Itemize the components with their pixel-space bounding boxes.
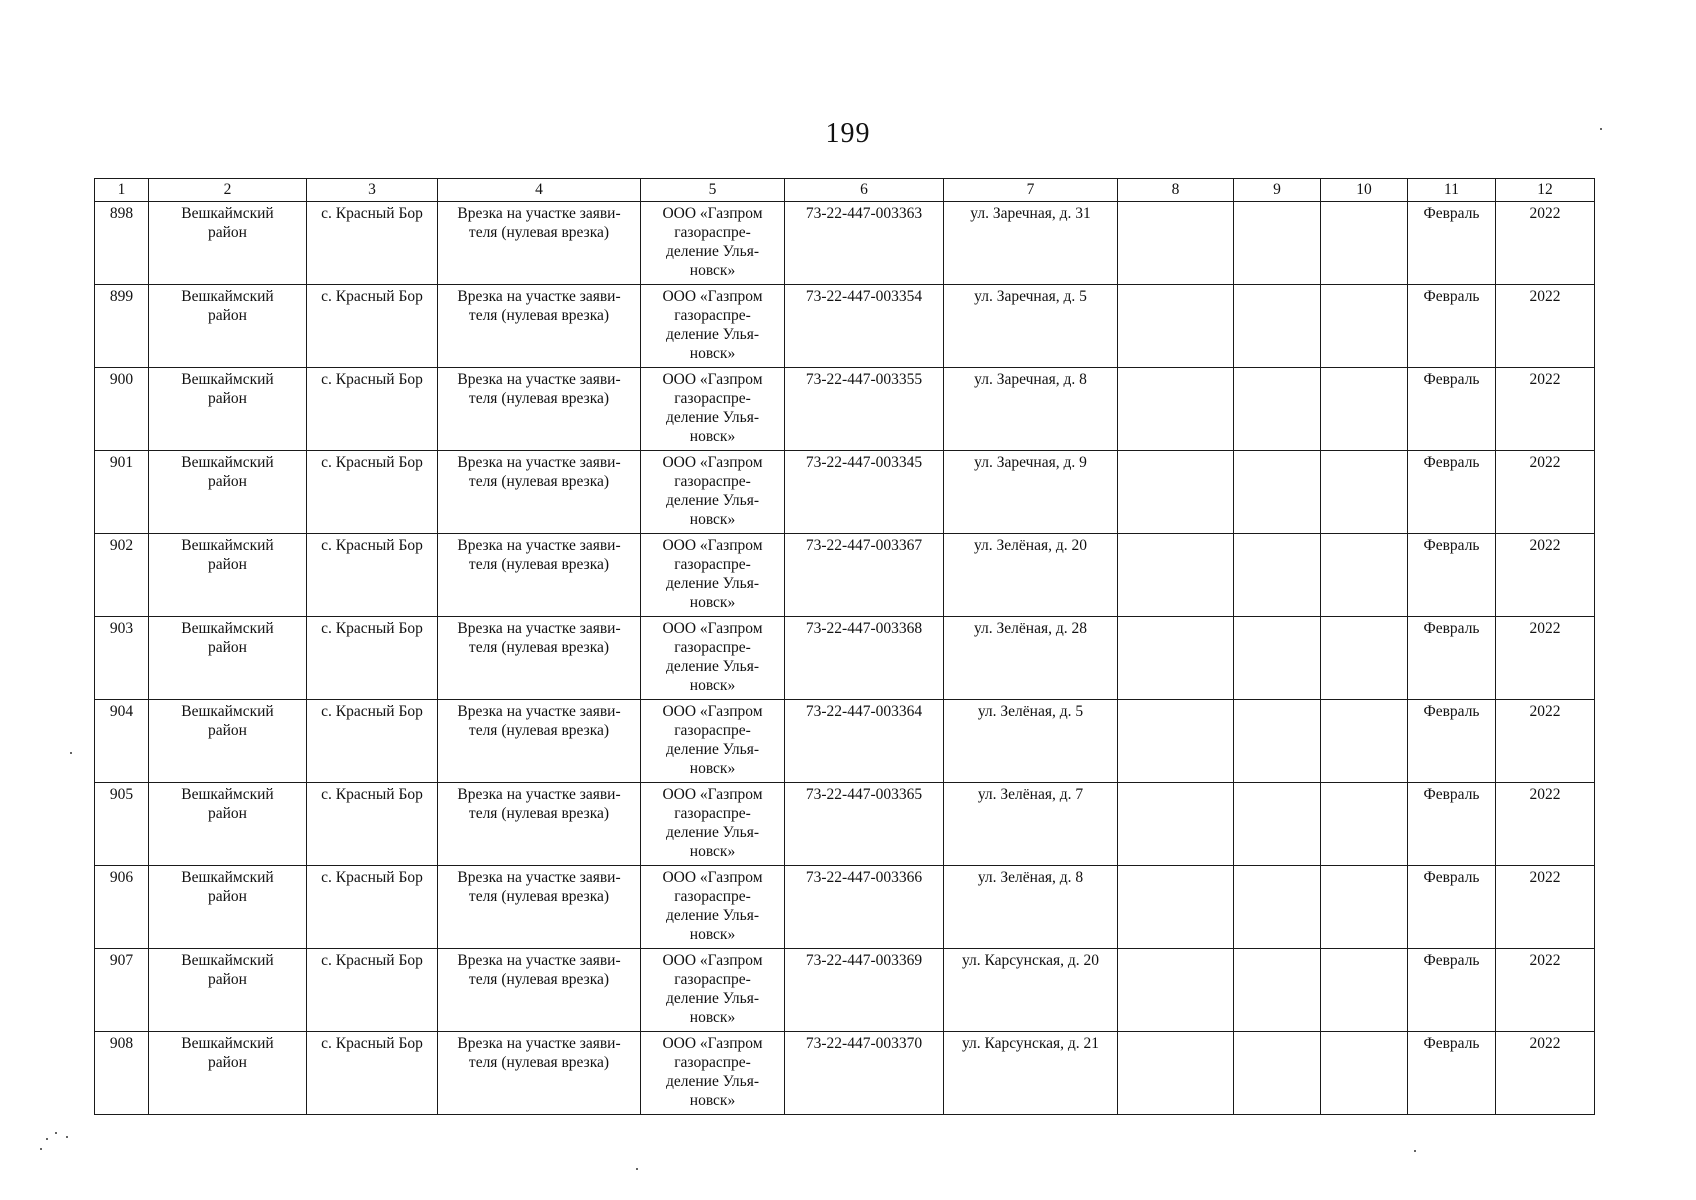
cell-year: 2022	[1496, 285, 1595, 368]
cell-text-line: теля (нулевая врезка)	[468, 805, 610, 822]
cell-work-type	[438, 202, 641, 285]
cell-text-line: теля (нулевая врезка)	[468, 390, 610, 407]
cell-month: Февраль	[1408, 1032, 1496, 1115]
cell-year: 2022	[1496, 368, 1595, 451]
cell-object-code: 73-22-447-003354	[785, 285, 944, 368]
cell-text-line: новск»	[689, 843, 736, 860]
table-row	[95, 783, 1595, 866]
cell-address: ул. Карсунская, д. 21	[944, 1032, 1118, 1115]
cell-text-line: Врезка на участке заяви-	[457, 1035, 621, 1052]
cell-text-line: район	[208, 224, 247, 241]
cell-col-8	[1118, 1032, 1234, 1115]
cell-col-9	[1234, 534, 1321, 617]
cell-text-line: деление Улья-	[665, 1073, 760, 1090]
cell-object-code: 73-22-447-003368	[785, 617, 944, 700]
cell-number: 898	[95, 202, 149, 285]
cell-text-line: газораспре-	[674, 224, 751, 241]
column-header: 4	[438, 179, 641, 202]
cell-text-line: Врезка на участке заяви-	[457, 205, 621, 222]
cell-month: Февраль	[1408, 451, 1496, 534]
cell-text-line: теля (нулевая врезка)	[468, 1054, 610, 1071]
cell-text-line: новск»	[689, 262, 736, 279]
cell-text-line: газораспре-	[674, 888, 751, 905]
column-header: 6	[785, 179, 944, 202]
cell-district	[149, 534, 307, 617]
cell-settlement: с. Красный Бор	[307, 700, 438, 783]
cell-organization	[641, 202, 785, 285]
scan-speck	[636, 1168, 638, 1170]
cell-organization	[641, 783, 785, 866]
cell-col-8	[1118, 783, 1234, 866]
cell-month: Февраль	[1408, 202, 1496, 285]
data-table	[94, 178, 1595, 1115]
cell-text-line: район	[208, 805, 247, 822]
column-header: 11	[1408, 179, 1496, 202]
cell-month: Февраль	[1408, 783, 1496, 866]
cell-col-10	[1321, 534, 1408, 617]
cell-work-type	[438, 866, 641, 949]
table-row	[95, 700, 1595, 783]
cell-text-line: Вешкаймский	[181, 869, 274, 886]
column-header: 1	[95, 179, 149, 202]
cell-settlement: с. Красный Бор	[307, 866, 438, 949]
cell-text-line: теля (нулевая врезка)	[468, 971, 610, 988]
column-header: 7	[944, 179, 1118, 202]
cell-address: ул. Заречная, д. 8	[944, 368, 1118, 451]
cell-col-10	[1321, 700, 1408, 783]
page-number: 199	[825, 118, 871, 149]
cell-settlement: с. Красный Бор	[307, 1032, 438, 1115]
cell-text-line: теля (нулевая врезка)	[468, 639, 610, 656]
cell-col-9	[1234, 368, 1321, 451]
cell-text-line: Вешкаймский	[181, 454, 274, 471]
cell-work-type	[438, 285, 641, 368]
cell-district	[149, 202, 307, 285]
cell-district	[149, 368, 307, 451]
cell-text-line: Врезка на участке заяви-	[457, 869, 621, 886]
cell-text-line: деление Улья-	[665, 824, 760, 841]
cell-text-line: Врезка на участке заяви-	[457, 786, 621, 803]
cell-text-line: ООО «Газпром	[662, 537, 763, 554]
cell-text-line: Врезка на участке заяви-	[457, 371, 621, 388]
cell-text-line: деление Улья-	[665, 575, 760, 592]
column-header: 8	[1118, 179, 1234, 202]
cell-address: ул. Заречная, д. 5	[944, 285, 1118, 368]
cell-text-line: деление Улья-	[665, 741, 760, 758]
column-header: 5	[641, 179, 785, 202]
cell-col-10	[1321, 617, 1408, 700]
cell-settlement: с. Красный Бор	[307, 783, 438, 866]
cell-col-10	[1321, 1032, 1408, 1115]
cell-text-line: деление Улья-	[665, 409, 760, 426]
cell-text-line: новск»	[689, 926, 736, 943]
cell-text-line: ООО «Газпром	[662, 205, 763, 222]
cell-object-code: 73-22-447-003364	[785, 700, 944, 783]
cell-year: 2022	[1496, 949, 1595, 1032]
cell-settlement: с. Красный Бор	[307, 285, 438, 368]
cell-object-code: 73-22-447-003367	[785, 534, 944, 617]
cell-text-line: Врезка на участке заяви-	[457, 288, 621, 305]
cell-col-10	[1321, 949, 1408, 1032]
scan-speck	[1600, 128, 1602, 130]
cell-organization	[641, 617, 785, 700]
cell-number: 901	[95, 451, 149, 534]
cell-text-line: район	[208, 556, 247, 573]
cell-settlement: с. Красный Бор	[307, 368, 438, 451]
cell-text-line: район	[208, 639, 247, 656]
cell-number: 899	[95, 285, 149, 368]
cell-text-line: деление Улья-	[665, 990, 760, 1007]
cell-col-10	[1321, 451, 1408, 534]
cell-organization	[641, 451, 785, 534]
cell-text-line: ООО «Газпром	[662, 1035, 763, 1052]
cell-col-9	[1234, 617, 1321, 700]
cell-number: 902	[95, 534, 149, 617]
cell-district	[149, 451, 307, 534]
scan-speck	[40, 1148, 42, 1150]
cell-col-9	[1234, 949, 1321, 1032]
cell-text-line: ООО «Газпром	[662, 952, 763, 969]
cell-month: Февраль	[1408, 285, 1496, 368]
cell-work-type	[438, 700, 641, 783]
cell-text-line: газораспре-	[674, 390, 751, 407]
cell-address: ул. Зелёная, д. 5	[944, 700, 1118, 783]
cell-settlement: с. Красный Бор	[307, 617, 438, 700]
cell-month: Февраль	[1408, 700, 1496, 783]
cell-object-code: 73-22-447-003363	[785, 202, 944, 285]
cell-number: 906	[95, 866, 149, 949]
table-row	[95, 1032, 1595, 1115]
cell-district	[149, 285, 307, 368]
cell-settlement: с. Красный Бор	[307, 202, 438, 285]
cell-col-10	[1321, 783, 1408, 866]
table-row	[95, 368, 1595, 451]
cell-settlement: с. Красный Бор	[307, 949, 438, 1032]
cell-settlement: с. Красный Бор	[307, 534, 438, 617]
cell-object-code: 73-22-447-003366	[785, 866, 944, 949]
cell-object-code: 73-22-447-003365	[785, 783, 944, 866]
cell-address: ул. Карсунская, д. 20	[944, 949, 1118, 1032]
cell-object-code: 73-22-447-003370	[785, 1032, 944, 1115]
cell-text-line: деление Улья-	[665, 243, 760, 260]
cell-object-code: 73-22-447-003355	[785, 368, 944, 451]
cell-organization	[641, 949, 785, 1032]
cell-text-line: ООО «Газпром	[662, 703, 763, 720]
cell-organization	[641, 534, 785, 617]
cell-text-line: район	[208, 722, 247, 739]
cell-text-line: газораспре-	[674, 556, 751, 573]
cell-object-code: 73-22-447-003345	[785, 451, 944, 534]
cell-year: 2022	[1496, 1032, 1595, 1115]
cell-address: ул. Зелёная, д. 20	[944, 534, 1118, 617]
cell-text-line: Вешкаймский	[181, 537, 274, 554]
cell-work-type	[438, 368, 641, 451]
table-row	[95, 949, 1595, 1032]
cell-text-line: ООО «Газпром	[662, 454, 763, 471]
cell-col-8	[1118, 368, 1234, 451]
cell-col-8	[1118, 451, 1234, 534]
table-row	[95, 866, 1595, 949]
table-row	[95, 534, 1595, 617]
cell-organization	[641, 368, 785, 451]
cell-text-line: ООО «Газпром	[662, 620, 763, 637]
cell-month: Февраль	[1408, 617, 1496, 700]
cell-address: ул. Зелёная, д. 8	[944, 866, 1118, 949]
cell-text-line: деление Улья-	[665, 326, 760, 343]
cell-organization	[641, 866, 785, 949]
cell-text-line: ООО «Газпром	[662, 869, 763, 886]
cell-text-line: район	[208, 888, 247, 905]
cell-text-line: Вешкаймский	[181, 703, 274, 720]
cell-month: Февраль	[1408, 949, 1496, 1032]
cell-text-line: газораспре-	[674, 639, 751, 656]
cell-text-line: ООО «Газпром	[662, 371, 763, 388]
cell-text-line: новск»	[689, 760, 736, 777]
cell-address: ул. Заречная, д. 31	[944, 202, 1118, 285]
table-body	[95, 202, 1595, 1115]
cell-text-line: теля (нулевая врезка)	[468, 307, 610, 324]
cell-text-line: деление Улья-	[665, 658, 760, 675]
cell-text-line: газораспре-	[674, 473, 751, 490]
cell-col-8	[1118, 700, 1234, 783]
cell-text-line: район	[208, 971, 247, 988]
cell-number: 907	[95, 949, 149, 1032]
cell-text-line: деление Улья-	[665, 492, 760, 509]
scan-speck	[66, 1136, 68, 1138]
cell-month: Февраль	[1408, 534, 1496, 617]
cell-text-line: Врезка на участке заяви-	[457, 537, 621, 554]
cell-text-line: газораспре-	[674, 971, 751, 988]
cell-text-line: Врезка на участке заяви-	[457, 620, 621, 637]
cell-col-9	[1234, 783, 1321, 866]
cell-col-8	[1118, 534, 1234, 617]
cell-text-line: ООО «Газпром	[662, 786, 763, 803]
cell-text-line: Вешкаймский	[181, 786, 274, 803]
column-header: 10	[1321, 179, 1408, 202]
cell-col-8	[1118, 202, 1234, 285]
cell-year: 2022	[1496, 700, 1595, 783]
cell-text-line: новск»	[689, 594, 736, 611]
cell-text-line: Вешкаймский	[181, 288, 274, 305]
cell-col-10	[1321, 202, 1408, 285]
cell-text-line: газораспре-	[674, 722, 751, 739]
cell-col-9	[1234, 451, 1321, 534]
cell-month: Февраль	[1408, 866, 1496, 949]
cell-col-9	[1234, 700, 1321, 783]
cell-year: 2022	[1496, 534, 1595, 617]
column-header: 9	[1234, 179, 1321, 202]
cell-district	[149, 949, 307, 1032]
cell-number: 905	[95, 783, 149, 866]
cell-col-10	[1321, 866, 1408, 949]
cell-text-line: новск»	[689, 677, 736, 694]
cell-col-8	[1118, 949, 1234, 1032]
cell-object-code: 73-22-447-003369	[785, 949, 944, 1032]
cell-text-line: газораспре-	[674, 1054, 751, 1071]
cell-number: 903	[95, 617, 149, 700]
cell-text-line: газораспре-	[674, 307, 751, 324]
cell-address: ул. Заречная, д. 9	[944, 451, 1118, 534]
cell-col-9	[1234, 285, 1321, 368]
cell-text-line: теля (нулевая врезка)	[468, 722, 610, 739]
cell-settlement: с. Красный Бор	[307, 451, 438, 534]
cell-col-8	[1118, 866, 1234, 949]
cell-number: 900	[95, 368, 149, 451]
cell-work-type	[438, 534, 641, 617]
cell-year: 2022	[1496, 202, 1595, 285]
cell-number: 904	[95, 700, 149, 783]
cell-col-8	[1118, 285, 1234, 368]
cell-work-type	[438, 1032, 641, 1115]
table-row	[95, 202, 1595, 285]
cell-text-line: Вешкаймский	[181, 371, 274, 388]
cell-year: 2022	[1496, 451, 1595, 534]
cell-number: 908	[95, 1032, 149, 1115]
cell-address: ул. Зелёная, д. 7	[944, 783, 1118, 866]
cell-text-line: теля (нулевая врезка)	[468, 224, 610, 241]
column-header: 2	[149, 179, 307, 202]
cell-year: 2022	[1496, 617, 1595, 700]
cell-text-line: теля (нулевая врезка)	[468, 556, 610, 573]
cell-text-line: Вешкаймский	[181, 1035, 274, 1052]
scan-speck	[1414, 1150, 1416, 1152]
cell-organization	[641, 285, 785, 368]
cell-text-line: район	[208, 1054, 247, 1071]
cell-work-type	[438, 617, 641, 700]
cell-text-line: теля (нулевая врезка)	[468, 888, 610, 905]
cell-text-line: новск»	[689, 345, 736, 362]
table-row	[95, 451, 1595, 534]
cell-col-10	[1321, 368, 1408, 451]
cell-text-line: газораспре-	[674, 805, 751, 822]
cell-col-9	[1234, 866, 1321, 949]
cell-text-line: Вешкаймский	[181, 620, 274, 637]
cell-text-line: новск»	[689, 511, 736, 528]
cell-text-line: ООО «Газпром	[662, 288, 763, 305]
scan-speck	[70, 752, 72, 754]
cell-district	[149, 1032, 307, 1115]
cell-text-line: новск»	[689, 428, 736, 445]
column-number-row	[95, 179, 1595, 202]
cell-work-type	[438, 451, 641, 534]
cell-text-line: район	[208, 307, 247, 324]
cell-text-line: Врезка на участке заяви-	[457, 454, 621, 471]
cell-work-type	[438, 783, 641, 866]
cell-district	[149, 783, 307, 866]
cell-text-line: район	[208, 473, 247, 490]
scan-speck	[55, 1132, 57, 1134]
cell-organization	[641, 700, 785, 783]
column-header: 3	[307, 179, 438, 202]
cell-text-line: деление Улья-	[665, 907, 760, 924]
cell-district	[149, 617, 307, 700]
table-row	[95, 285, 1595, 368]
cell-text-line: Вешкаймский	[181, 952, 274, 969]
cell-text-line: Вешкаймский	[181, 205, 274, 222]
cell-year: 2022	[1496, 866, 1595, 949]
cell-col-9	[1234, 202, 1321, 285]
cell-col-10	[1321, 285, 1408, 368]
cell-text-line: Врезка на участке заяви-	[457, 703, 621, 720]
scan-speck	[46, 1138, 48, 1140]
cell-address: ул. Зелёная, д. 28	[944, 617, 1118, 700]
cell-organization	[641, 1032, 785, 1115]
cell-text-line: район	[208, 390, 247, 407]
cell-work-type	[438, 949, 641, 1032]
cell-district	[149, 700, 307, 783]
column-header: 12	[1496, 179, 1595, 202]
cell-text-line: новск»	[689, 1092, 736, 1109]
cell-text-line: новск»	[689, 1009, 736, 1026]
cell-text-line: теля (нулевая врезка)	[468, 473, 610, 490]
cell-district	[149, 866, 307, 949]
cell-month: Февраль	[1408, 368, 1496, 451]
cell-year: 2022	[1496, 783, 1595, 866]
table-row	[95, 617, 1595, 700]
cell-text-line: Врезка на участке заяви-	[457, 952, 621, 969]
cell-col-9	[1234, 1032, 1321, 1115]
cell-col-8	[1118, 617, 1234, 700]
